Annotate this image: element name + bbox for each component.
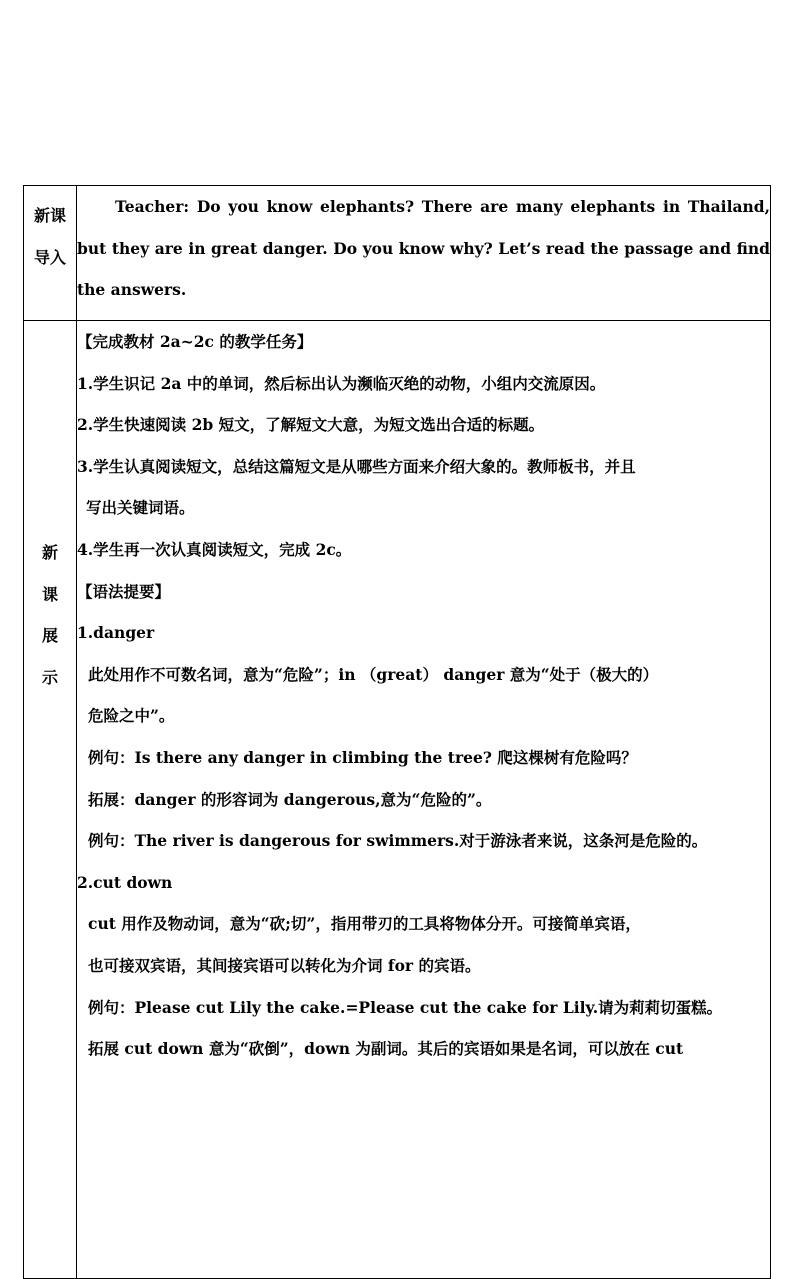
presentation-label-char: 展	[41, 626, 58, 645]
cut-example: 例句：Please cut Lily the cake.=Please cut the cake for Lily.请为莉莉切蛋糕。	[88, 997, 723, 1017]
intro-row	[24, 186, 771, 321]
cut-down-extension: 拓展 cut down 意为“砍倒”，down 为副词。其后的宾语如果是名词，可以放在 cut	[88, 1039, 684, 1059]
lesson-plan-table	[23, 185, 771, 1279]
danger-example: 例句：Is there any danger in climbing the tree? 爬这棵树有危险吗？	[88, 747, 637, 767]
task-item-3-cont: 写出关键词语。	[86, 498, 195, 518]
intro-paragraph: Teacher: Do you know elephants? There are many elephants in Thailand, but they are in great danger. Do you know why? Let’s read the passage and find the answers.	[77, 197, 770, 300]
danger-explanation: 此处用作不可数名词，意为“危险”；in （great） danger 意为“处于（极大的）	[88, 664, 659, 684]
dangerous-example: 例句：The river is dangerous for swimmers.对于游泳者来说，这条河是危险的。	[88, 831, 708, 851]
task-heading: 【完成教材 2a~2c 的教学任务】	[77, 332, 313, 351]
presentation-label-cell	[24, 321, 77, 1279]
grammar-point-danger: 1.danger	[77, 623, 155, 643]
presentation-content-cell	[77, 321, 771, 1279]
task-item-4: 4.学生再一次认真阅读短文，完成 2c。	[77, 539, 352, 559]
task-item-3: 3.学生认真阅读短文，总结这篇短文是从哪些方面来介绍大象的。教师板书，并且	[77, 456, 636, 476]
task-item-1: 1.学生识记 2a 中的单词，然后标出认为濒临灭绝的动物，小组内交流原因。	[77, 373, 606, 393]
presentation-label-char: 示	[41, 667, 58, 687]
grammar-heading: 【语法提要】	[77, 581, 171, 601]
cut-explanation-cont: 也可接双宾语，其间接宾语可以转化为介词 for 的宾语。	[88, 955, 481, 975]
danger-explanation-cont: 危险之中”。	[88, 706, 175, 726]
intro-label-line1: 新课	[33, 206, 66, 225]
task-item-2: 2.学生快速阅读 2b 短文，了解短文大意，为短文选出合适的标题。	[77, 415, 545, 435]
presentation-label-char: 课	[41, 584, 58, 604]
cut-explanation: cut 用作及物动词，意为“砍;切”，指用带刃的工具将物体分开。可接简单宾语，	[88, 914, 641, 934]
intro-label-line2: 导入	[33, 247, 66, 267]
presentation-label-char: 新	[41, 543, 58, 562]
intro-label-cell	[24, 186, 77, 321]
presentation-row	[24, 321, 771, 1279]
intro-content-cell	[77, 186, 771, 321]
danger-extension: 拓展：danger 的形容词为 dangerous,意为“危险的”。	[88, 789, 492, 809]
grammar-point-cut-down: 2.cut down	[77, 872, 173, 892]
